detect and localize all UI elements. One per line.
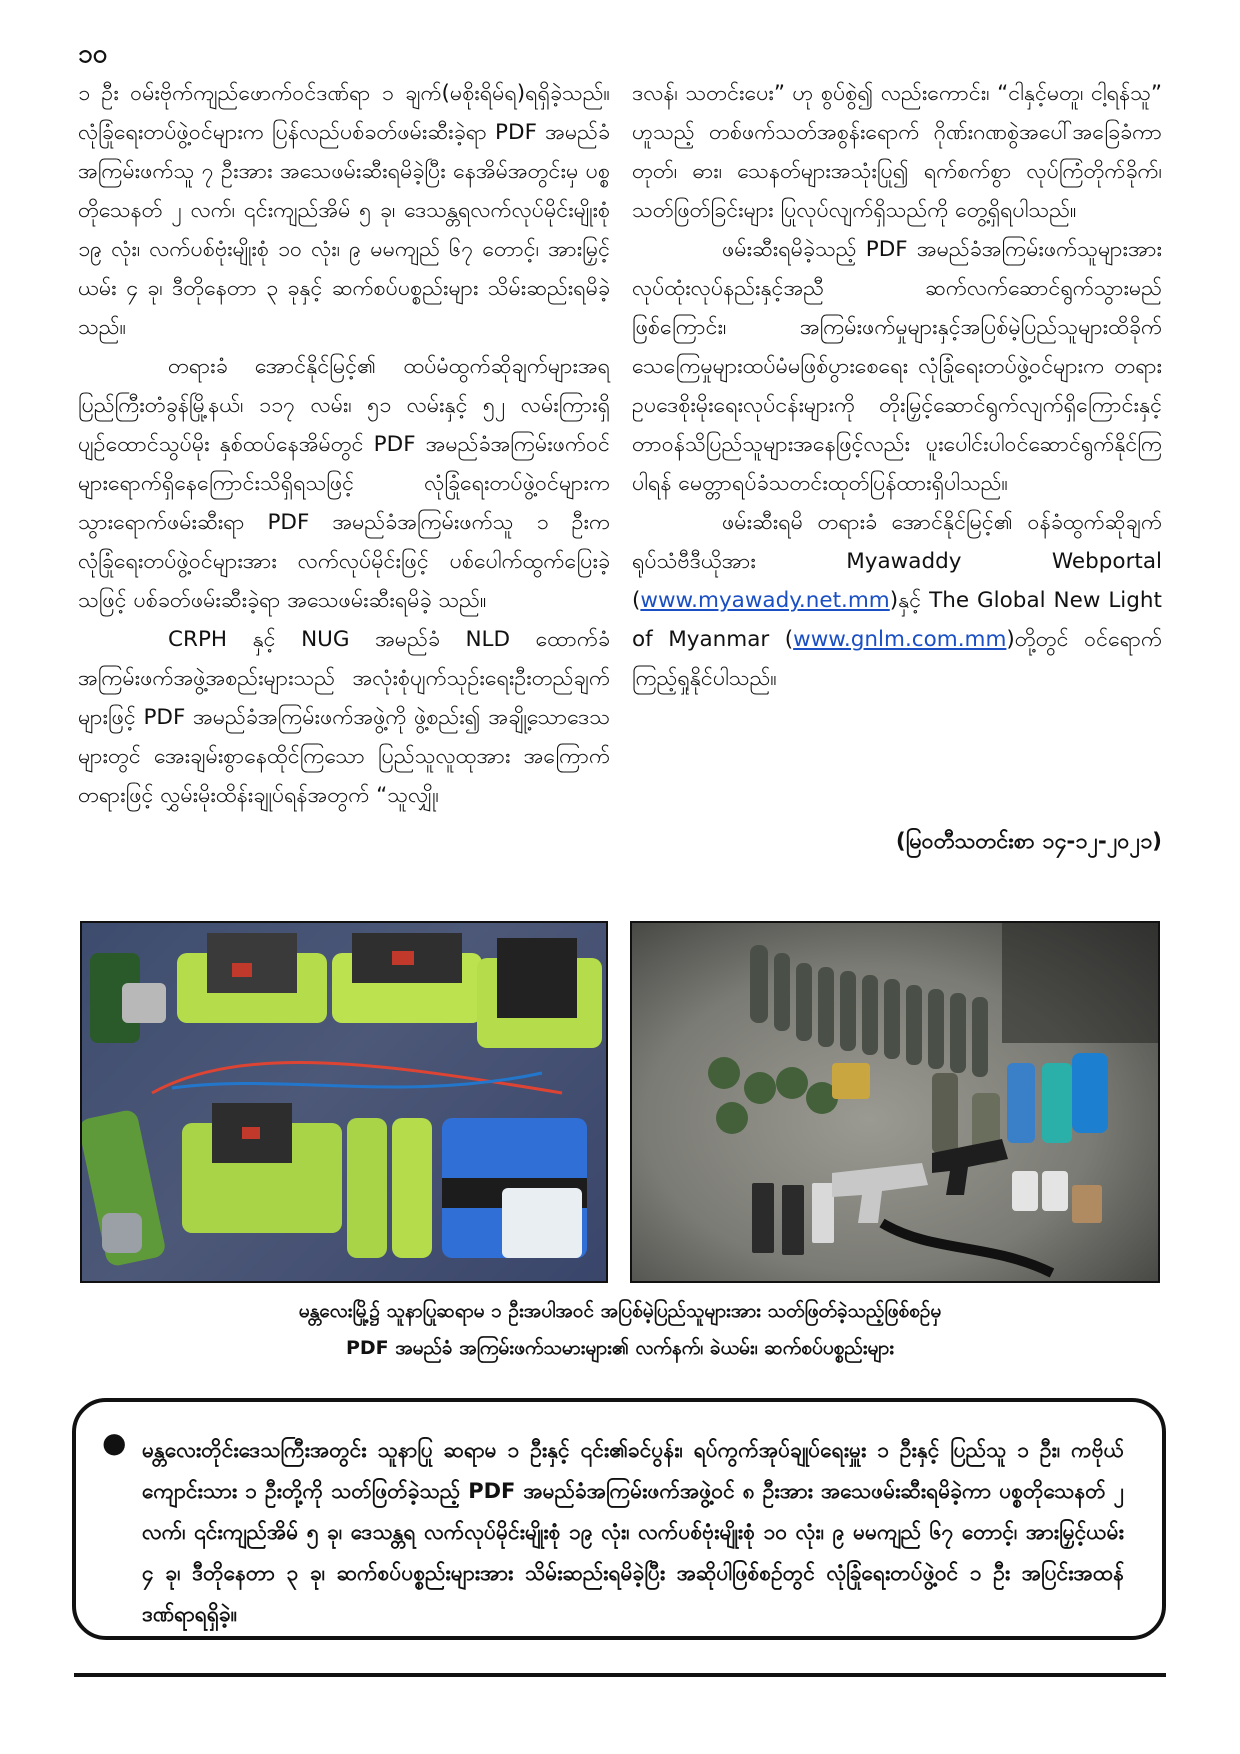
myawady-link[interactable]: www.myawady.net.mm bbox=[640, 588, 890, 613]
page-number: ၁၀ bbox=[78, 39, 108, 69]
gnlm-link[interactable]: www.gnlm.com.mm bbox=[793, 627, 1007, 652]
caption-line-1: မန္တလေးမြို့၌ သူနာပြုဆရာမ ၁ ဦးအပါအဝင် အပြစ်မဲ့ပြည်သူများအား သတ်ဖြတ်ခဲ့သည့်ဖြစ်စဉ်မှ bbox=[298, 1300, 942, 1322]
bullet-icon: ● bbox=[102, 1426, 127, 1459]
bottom-divider bbox=[74, 1673, 1166, 1677]
right-paragraph-3-text-b: )နှင့် The Global New Light of Myanmar ( bbox=[632, 588, 1162, 652]
right-paragraph-1: ဒလန်၊ သတင်းပေး” ဟု စွပ်စွဲ၍ လည်းကောင်း၊ “ငါနှင့်မတူ၊ ငါ့ရန်သူ” ဟူသည့် တစ်ဖက်သတ်အစွန်းရောက် ဂိုဏ်းဂဏစွဲအပေါ်အခြေခံကာ တုတ်၊ ဓား၊ သေနတ်များအသုံးပြု၍ ရက်စက်စွာ လုပ်ကြံတိုက်ခိုက်၊ သတ်ဖြတ်ခြင်းများ ပြုလုပ်လျက်ရှိသည်ကို တွေ့ရှိရပါသည်။ bbox=[632, 81, 1162, 223]
caption-line-2: PDF အမည်ခံ အကြမ်းဖက်သမားများ၏ လက်နက်၊ ခဲယမ်း၊ ဆက်စပ်ပစ္စည်းများ bbox=[345, 1337, 895, 1359]
photo-caption bbox=[100, 1293, 1140, 1367]
right-paragraph-3 bbox=[632, 503, 1162, 698]
left-column bbox=[78, 74, 610, 815]
right-paragraph-3-text-a: ဖမ်းဆီးရမိ တရားခံ အောင်နိုင်မြင့်၏ ဝန်ခံထွက်ဆိုချက် ရုပ်သံဗီဒီယိုအား Myawaddy Webportal ( bbox=[632, 510, 1162, 613]
left-paragraph-3: CRPH နှင့် NUG အမည်ခံ NLD ထောက်ခံအကြမ်းဖက်အဖွဲ့အစည်းများသည် အလုံးစုံပျက်သုဉ်းရေးဦးတည်ချက်များဖြင့် PDF အမည်ခံအကြမ်းဖက်အဖွဲ့ကို ဖွဲ့စည်း၍ အချို့သောဒေသများတွင် အေးချမ်းစွာနေထိုင်ကြသော ပြည်သူလူထုအား အကြောက်တရားဖြင့် လွှမ်းမိုးထိန်းချုပ်ရန်အတွက် “သူလျှို၊ bbox=[78, 627, 610, 808]
seized-weapons-photo bbox=[630, 921, 1160, 1283]
seized-explosives-illustration bbox=[82, 923, 606, 1281]
summary-box bbox=[72, 1398, 1166, 1640]
right-column bbox=[632, 74, 1162, 698]
left-paragraph-2: တရားခံ အောင်နိုင်မြင့်၏ ထပ်မံထွက်ဆိုချက်များအရ ပြည်ကြီးတံခွန်မြို့နယ်၊ ၁၁၇ လမ်း၊ ၅၁ လမ်းနှင့် ၅၂ လမ်းကြားရှိ ပျဉ်ထောင်သွပ်မိုး နှစ်ထပ်နေအိမ်တွင် PDF အမည်ခံအကြမ်းဖက်ဝင်များရောက်ရှိနေကြောင်းသိရှိရသဖြင့် လုံခြုံရေးတပ်ဖွဲ့ဝင်များက သွားရောက်ဖမ်းဆီးရာ PDF အမည်ခံအကြမ်းဖက်သူ ၁ ဦးက လုံခြုံရေးတပ်ဖွဲ့ဝင်များအား လက်လုပ်မိုင်းဖြင့် ပစ်ပေါက်ထွက်ပြေးခဲ့သဖြင့် ပစ်ခတ်ဖမ်းဆီးခဲ့ရာ အသေဖမ်းဆီးရမိခဲ့ သည်။ bbox=[78, 354, 610, 613]
seized-weapons-illustration bbox=[632, 923, 1158, 1281]
source-citation: (မြဝတီသတင်းစာ ၁၄-၁၂-၂၀၂၁) bbox=[895, 829, 1162, 854]
right-paragraph-2: ဖမ်းဆီးရမိခဲ့သည့် PDF အမည်ခံအကြမ်းဖက်သူများအား လုပ်ထုံးလုပ်နည်းနှင့်အညီ ဆက်လက်ဆောင်ရွက်သွားမည်ဖြစ်ကြောင်း၊ အကြမ်းဖက်မှုများနှင့်အပြစ်မဲ့ပြည်သူများထိခိုက်သေကြေမှုများထပ်မံမဖြစ်ပွားစေရေး လုံခြုံရေးတပ်ဖွဲ့ဝင်များက တရားဥပဒေစိုးမိုးရေးလုပ်ငန်းများကို တိုးမြှင့်ဆောင်ရွက်လျက်ရှိကြောင်းနှင့် တာဝန်သိပြည်သူများအနေဖြင့်လည်း ပူးပေါင်းပါဝင်ဆောင်ရွက်နိုင်ကြပါရန် မေတ္တာရပ်ခံသတင်းထုတ်ပြန်ထားရှိပါသည်။ bbox=[632, 237, 1162, 496]
right-paragraph-3-text-c: )တို့တွင် ဝင်ရောက်ကြည့်ရှုနိုင်ပါသည်။ bbox=[632, 627, 1162, 691]
left-paragraph-1: ၁ ဦး ဝမ်းဗိုက်ကျည်ဖောက်ဝင်ဒဏ်ရာ ၁ ချက်(မစိုးရိမ်ရ)ရရှိခဲ့သည်။ လုံခြုံရေးတပ်ဖွဲ့ဝင်များက ပြန်လည်ပစ်ခတ်ဖမ်းဆီးခဲ့ရာ PDF အမည်ခံအကြမ်းဖက်သူ ၇ ဦးအား အသေဖမ်းဆီးရမိခဲ့ပြီး နေအိမ်အတွင်းမှ ပစ္စတိုသေနတ် ၂ လက်၊ ၎င်းကျည်အိမ် ၅ ခု၊ ဒေသန္တရလက်လုပ်မိုင်းမျိုးစုံ ၁၉ လုံး၊ လက်ပစ်ဗုံးမျိုးစုံ ၁၀ လုံး၊ ၉ မမကျည် ၆၇ တောင့်၊ အားမြှင့်ယမ်း ၄ ခု၊ ဒီတိုနေတာ ၃ ခုနှင့် ဆက်စပ်ပစ္စည်းများ သိမ်းဆည်းရမိခဲ့သည်။ bbox=[78, 81, 610, 340]
summary-text: မန္တလေးတိုင်းဒေသကြီးအတွင်း သူနာပြု ဆရာမ ၁ ဦးနှင့် ၎င်း၏ခင်ပွန်း၊ ရပ်ကွက်အုပ်ချုပ်ရေးမှူး ၁ ဦးနှင့် ပြည်သူ ၁ ဦး၊ ကဗိုယ်ကျောင်းသား ၁ ဦးတို့ကို သတ်ဖြတ်ခဲ့သည့် PDF အမည်ခံအကြမ်းဖက်အဖွဲ့ဝင် ၈ ဦးအား အသေဖမ်းဆီးရမိခဲ့ကာ ပစ္စတိုသေနတ် ၂ လက်၊ ၎င်းကျည်အိမ် ၅ ခု၊ ဒေသန္တရ လက်လုပ်မိုင်းမျိုးစုံ ၁၉ လုံး၊ လက်ပစ်ဗုံးမျိုးစုံ ၁၀ လုံး၊ ၉ မမကျည် ၆၇ တောင့်၊ အားမြှင့်ယမ်း ၄ ခု၊ ဒီတိုနေတာ ၃ ခု၊ ဆက်စပ်ပစ္စည်းများအား သိမ်းဆည်းရမိခဲ့ပြီး အဆိုပါဖြစ်စဉ်တွင် လုံခြုံရေးတပ်ဖွဲ့ဝင် ၁ ဦး အပြင်းအထန်ဒဏ်ရာရရှိခဲ့။ bbox=[142, 1438, 1124, 1626]
seized-explosives-photo bbox=[80, 921, 608, 1283]
